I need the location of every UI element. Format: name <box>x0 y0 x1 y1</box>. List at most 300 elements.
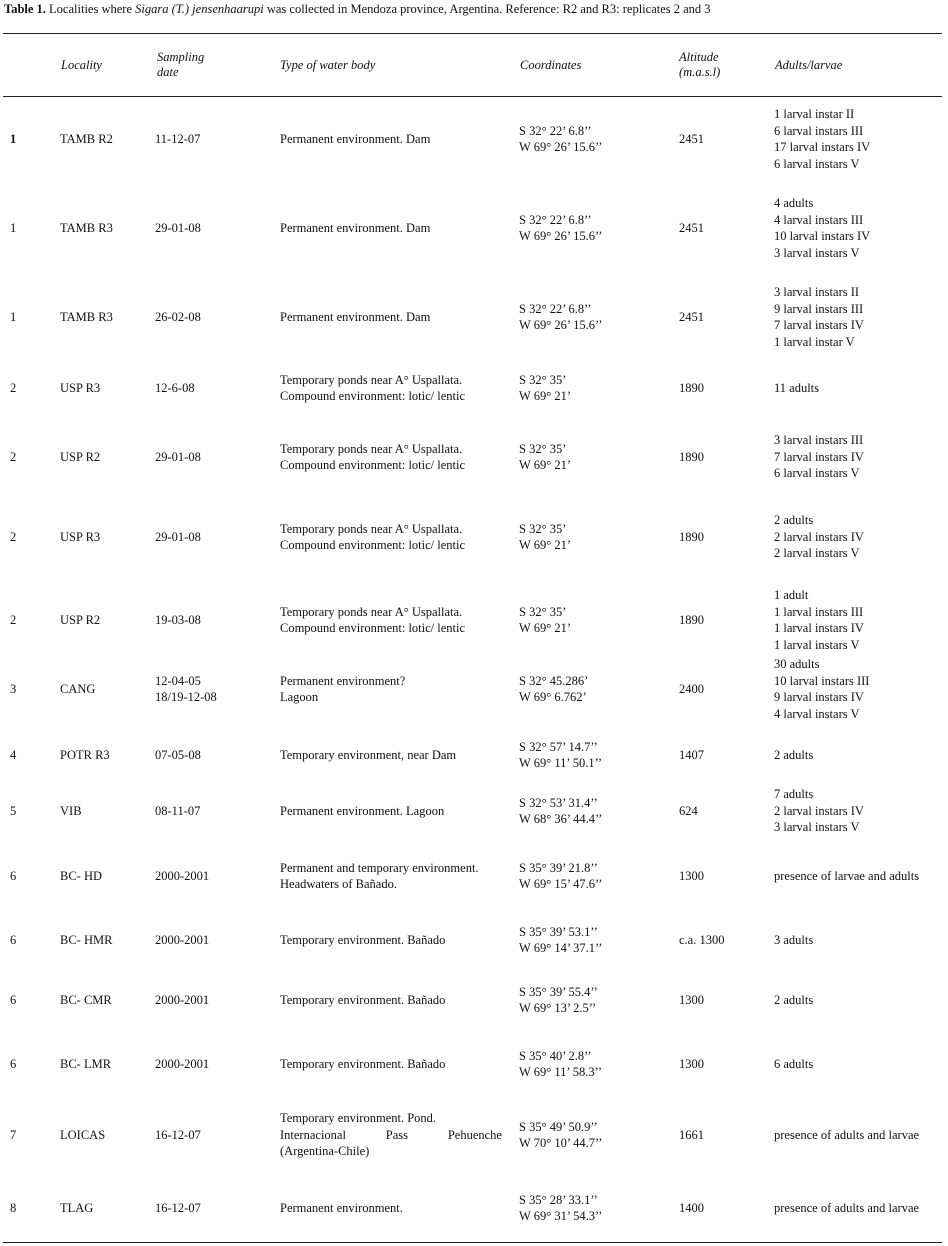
cell-number-text: 6 <box>10 1056 17 1071</box>
table-row <box>0 507 948 567</box>
cell-coordinates-line: S 32° 45.286’ <box>519 673 589 688</box>
cell-number-text: 2 <box>10 449 17 464</box>
cell-adults-larvae-line: presence of adults and larvae <box>774 1127 920 1142</box>
cell-number <box>10 851 50 901</box>
cell-sampling-date <box>155 1042 275 1086</box>
cell-locality <box>60 1186 150 1230</box>
cell-number-text: 5 <box>10 803 17 818</box>
cell-number-text: 2 <box>10 529 17 544</box>
cell-adults-larvae <box>774 104 944 174</box>
cell-altitude <box>679 786 769 836</box>
cell-sampling-date-line: 07-05-08 <box>155 747 201 762</box>
cell-adults-larvae-line: 2 adults <box>774 992 814 1007</box>
caption-species: Sigara (T.) jensenhaarupi <box>135 2 264 16</box>
cell-sampling-date-line: 2000-2001 <box>155 1056 210 1071</box>
cell-coordinates-line: S 35° 40’ 2.8’’ <box>519 1048 592 1063</box>
cell-sampling-date <box>155 585 275 655</box>
table-caption <box>4 1 711 17</box>
cell-adults-larvae <box>774 193 944 263</box>
cell-sampling-date-line: 12-6-08 <box>155 380 195 395</box>
cell-sampling-date <box>155 1186 275 1230</box>
cell-coordinates-line: S 32° 22’ 6.8’’ <box>519 212 592 227</box>
header-sampling-date: Sampling date <box>157 50 205 79</box>
cell-altitude <box>679 427 769 487</box>
cell-water-body-line: Permanent environment? <box>280 673 406 688</box>
cell-number-text: 2 <box>10 612 17 627</box>
cell-adults-larvae-line: 1 larval instar V <box>774 334 855 349</box>
cell-altitude <box>679 735 769 775</box>
cell-water-body-line: Permanent environment. <box>280 1200 403 1215</box>
cell-number <box>10 918 50 962</box>
cell-sampling-date <box>155 978 275 1022</box>
cell-water-body-line: Permanent and temporary environment. <box>280 860 479 875</box>
cell-adults-larvae-line: 3 larval instars V <box>774 245 860 260</box>
cell-number <box>10 363 50 413</box>
cell-sampling-date-line: 16-12-07 <box>155 1127 201 1142</box>
table-row <box>0 363 948 413</box>
cell-number-text: 1 <box>10 309 17 324</box>
cell-adults-larvae <box>774 786 944 836</box>
cell-water-body <box>280 978 505 1022</box>
cell-coordinates-line: S 35° 39’ 55.4’’ <box>519 984 598 999</box>
cell-number-text: 3 <box>10 681 17 696</box>
cell-locality <box>60 585 150 655</box>
cell-adults-larvae-line: 3 adults <box>774 932 814 947</box>
cell-sampling-date <box>155 735 275 775</box>
cell-number <box>10 1105 50 1165</box>
cell-adults-larvae <box>774 735 944 775</box>
cell-adults-larvae-line: 1 larval instars III <box>774 604 864 619</box>
cell-sampling-date <box>155 851 275 901</box>
cell-coordinates <box>519 282 669 352</box>
cell-adults-larvae-line: 9 larval instars IV <box>774 690 864 704</box>
cell-adults-larvae <box>774 507 944 567</box>
cell-coordinates-line: S 35° 28’ 33.1’’ <box>519 1192 598 1207</box>
cell-adults-larvae-line: 30 adults <box>774 657 820 671</box>
cell-water-body-line: Temporary ponds near A° Uspallata. <box>280 521 463 536</box>
cell-water-body <box>280 735 505 775</box>
cell-locality-text: VIB <box>60 803 82 818</box>
cell-coordinates <box>519 851 669 901</box>
cell-coordinates-line: W 69° 11’ 50.1’’ <box>519 756 602 770</box>
cell-coordinates-line: W 69° 21’ <box>519 389 571 403</box>
cell-water-body <box>280 918 505 962</box>
cell-locality <box>60 282 150 352</box>
cell-number-text: 2 <box>10 380 17 395</box>
cell-water-body-line: Temporary environment. Pond. <box>280 1111 437 1126</box>
cell-sampling-date <box>155 193 275 263</box>
cell-locality <box>60 658 150 720</box>
cell-adults-larvae-line: 7 adults <box>774 787 814 802</box>
cell-coordinates-line: S 32° 35’ <box>519 441 567 456</box>
cell-locality-text: BC- HD <box>60 868 103 883</box>
cell-coordinates-line: S 32° 22’ 6.8’’ <box>519 123 592 138</box>
cell-coordinates <box>519 735 669 775</box>
cell-water-body-line: Compound environment: lotic/ lentic <box>280 621 466 635</box>
cell-water-body <box>280 658 505 720</box>
cell-number <box>10 507 50 567</box>
cell-sampling-date <box>155 507 275 567</box>
cell-locality <box>60 427 150 487</box>
cell-sampling-date <box>155 104 275 174</box>
cell-adults-larvae-line: 6 larval instars V <box>774 156 860 171</box>
cell-locality-text: BC- LMR <box>60 1056 112 1071</box>
header-adults-larvae: Adults/larvae <box>775 58 843 72</box>
cell-number <box>10 978 50 1022</box>
cell-altitude-text: 624 <box>679 803 698 818</box>
cell-number <box>10 282 50 352</box>
cell-water-body-line: Compound environment: lotic/ lentic <box>280 389 466 403</box>
table-row <box>0 735 948 775</box>
cell-adults-larvae-line: 11 adults <box>774 380 820 395</box>
cell-water-body-line: Temporary environment. Bañado <box>280 1056 446 1071</box>
table-row <box>0 851 948 901</box>
cell-altitude-text: 2451 <box>679 220 704 235</box>
cell-locality-text: TAMB R3 <box>60 309 113 324</box>
cell-locality-text: TAMB R3 <box>60 220 113 235</box>
cell-adults-larvae-line: 1 larval instars IV <box>774 621 864 635</box>
cell-locality-text: POTR R3 <box>60 747 110 762</box>
cell-coordinates-line: W 69° 26’ 15.6’’ <box>519 140 603 154</box>
cell-coordinates-line: W 69° 21’ <box>519 458 571 472</box>
header-altitude: Altitude (m.a.s.l) <box>679 50 721 79</box>
cell-sampling-date <box>155 427 275 487</box>
cell-water-body-line: Temporary ponds near A° Uspallata. <box>280 604 463 619</box>
cell-altitude-text: 1890 <box>679 449 704 464</box>
cell-altitude-text: 1890 <box>679 529 704 544</box>
cell-water-body <box>280 786 505 836</box>
cell-water-body-line: Temporary ponds near A° Uspallata. <box>280 441 463 456</box>
cell-locality-text: TAMB R2 <box>60 131 113 146</box>
cell-adults-larvae-line: 3 larval instars V <box>774 820 860 835</box>
cell-coordinates-line: W 69° 21’ <box>519 538 571 552</box>
cell-water-body-line: Temporary environment. Bañado <box>280 932 446 947</box>
cell-water-body-line: Temporary ponds near A° Uspallata. <box>280 372 463 387</box>
caption-text-before: Localities where <box>45 2 136 16</box>
cell-number <box>10 658 50 720</box>
cell-water-body <box>280 1105 505 1165</box>
table-row <box>0 427 948 487</box>
cell-adults-larvae-line: 1 larval instars V <box>774 637 860 652</box>
cell-coordinates <box>519 786 669 836</box>
cell-water-body-line: Temporary environment. Bañado <box>280 992 446 1007</box>
cell-locality-text: BC- CMR <box>60 992 112 1007</box>
cell-number-text: 1 <box>10 131 17 146</box>
cell-locality <box>60 918 150 962</box>
cell-adults-larvae <box>774 1042 944 1086</box>
cell-locality <box>60 1105 150 1165</box>
cell-altitude <box>679 1105 769 1165</box>
cell-sampling-date-line: 29-01-08 <box>155 449 201 464</box>
cell-adults-larvae-line: 3 larval instars III <box>774 433 864 448</box>
cell-coordinates-line: W 69° 15’ 47.6’’ <box>519 877 603 891</box>
cell-coordinates-line: S 32° 57’ 14.7’’ <box>519 739 598 754</box>
cell-water-body <box>280 193 505 263</box>
cell-coordinates <box>519 104 669 174</box>
cell-locality <box>60 507 150 567</box>
cell-coordinates-line: W 70° 10’ 44.7’’ <box>519 1136 603 1150</box>
cell-locality-text: TLAG <box>60 1200 94 1215</box>
cell-altitude-text: 1407 <box>679 747 704 762</box>
cell-coordinates-line: S 35° 49’ 50.9’’ <box>519 1119 598 1134</box>
cell-sampling-date-line: 16-12-07 <box>155 1200 201 1215</box>
cell-altitude <box>679 282 769 352</box>
cell-coordinates <box>519 585 669 655</box>
cell-number-text: 1 <box>10 220 17 235</box>
cell-locality-text: USP R3 <box>60 529 101 544</box>
cell-locality <box>60 104 150 174</box>
table-row <box>0 585 948 655</box>
cell-adults-larvae-line: presence of adults and larvae <box>774 1200 920 1215</box>
cell-coordinates-line: S 32° 35’ <box>519 604 567 619</box>
cell-adults-larvae <box>774 658 944 720</box>
cell-adults-larvae <box>774 851 944 901</box>
cell-adults-larvae-line: 7 larval instars IV <box>774 318 864 332</box>
cell-number-text: 6 <box>10 992 17 1007</box>
cell-water-body-line: Permanent environment. Dam <box>280 131 431 146</box>
cell-coordinates-line: W 68° 36’ 44.4’’ <box>519 812 603 826</box>
caption-label: Table 1. <box>4 2 46 16</box>
cell-coordinates-line: S 32° 53’ 31.4’’ <box>519 795 598 810</box>
cell-adults-larvae-line: 6 adults <box>774 1056 814 1071</box>
cell-sampling-date-line: 11-12-07 <box>155 131 201 146</box>
cell-altitude <box>679 1042 769 1086</box>
cell-water-body <box>280 427 505 487</box>
cell-coordinates-line: W 69° 31’ 54.3’’ <box>519 1209 603 1223</box>
header-water-body: Type of water body <box>280 58 376 72</box>
cell-sampling-date <box>155 918 275 962</box>
cell-altitude <box>679 104 769 174</box>
cell-water-body <box>280 507 505 567</box>
cell-adults-larvae-line: 2 larval instars IV <box>774 803 864 818</box>
cell-coordinates <box>519 658 669 720</box>
cell-locality-text: USP R2 <box>60 449 101 464</box>
caption-text-after: was collected in Mendoza province, Argentina. Reference: R2 and R3: replicates 2 and 3 <box>263 2 711 16</box>
cell-sampling-date-line: 08-11-07 <box>155 803 201 818</box>
cell-adults-larvae-line: 9 larval instars III <box>774 301 864 316</box>
cell-sampling-date-line: 12-04-05 <box>155 673 201 688</box>
header-bottom-rule <box>3 96 942 97</box>
cell-water-body-line: Lagoon <box>280 690 319 704</box>
table-row <box>0 978 948 1022</box>
cell-number-text: 4 <box>10 747 17 762</box>
cell-adults-larvae <box>774 282 944 352</box>
cell-coordinates-line: S 32° 35’ <box>519 521 567 536</box>
cell-coordinates <box>519 363 669 413</box>
cell-sampling-date <box>155 1105 275 1165</box>
cell-coordinates <box>519 193 669 263</box>
cell-adults-larvae <box>774 918 944 962</box>
cell-number-text: 8 <box>10 1200 17 1215</box>
cell-adults-larvae-line: 1 adult <box>774 588 809 602</box>
table-row <box>0 282 948 352</box>
cell-coordinates-line: S 32° 22’ 6.8’’ <box>519 301 592 316</box>
cell-altitude-text: 2451 <box>679 131 704 146</box>
cell-sampling-date-line: 2000-2001 <box>155 868 210 883</box>
cell-altitude-text: 1890 <box>679 612 704 627</box>
cell-adults-larvae-line: 4 adults <box>774 196 814 210</box>
cell-coordinates-line: S 32° 35’ <box>519 372 567 387</box>
cell-number <box>10 1186 50 1230</box>
cell-adults-larvae-line: 10 larval instars III <box>774 673 870 688</box>
cell-number <box>10 104 50 174</box>
cell-coordinates <box>519 918 669 962</box>
cell-water-body-line: Compound environment: lotic/ lentic <box>280 538 466 552</box>
cell-coordinates <box>519 978 669 1022</box>
table-row <box>0 104 948 174</box>
cell-altitude <box>679 585 769 655</box>
cell-water-body <box>280 282 505 352</box>
cell-sampling-date <box>155 363 275 413</box>
cell-number-text: 6 <box>10 932 17 947</box>
cell-locality <box>60 363 150 413</box>
cell-locality-text: USP R3 <box>60 380 101 395</box>
table-row <box>0 1042 948 1086</box>
cell-number <box>10 427 50 487</box>
cell-coordinates-line: S 35° 39’ 21.8’’ <box>519 860 598 875</box>
cell-water-body-line: Temporary environment, near Dam <box>280 747 457 762</box>
header-locality: Locality <box>61 58 102 72</box>
cell-coordinates-line: W 69° 26’ 15.6’’ <box>519 318 603 332</box>
cell-number <box>10 193 50 263</box>
cell-sampling-date <box>155 658 275 720</box>
cell-locality-text: USP R2 <box>60 612 101 627</box>
cell-adults-larvae <box>774 1105 944 1165</box>
cell-altitude <box>679 507 769 567</box>
cell-altitude-text: 2451 <box>679 309 704 324</box>
cell-locality-text: CANG <box>60 681 96 696</box>
cell-locality <box>60 193 150 263</box>
cell-sampling-date-line: 18/19-12-08 <box>155 690 217 704</box>
cell-sampling-date-line: 2000-2001 <box>155 992 210 1007</box>
cell-water-body-line: Headwaters of Bañado. <box>280 877 397 891</box>
cell-locality <box>60 1042 150 1086</box>
cell-coordinates <box>519 1186 669 1230</box>
cell-number-text: 7 <box>10 1127 17 1142</box>
cell-altitude-text: 1300 <box>679 868 704 883</box>
cell-altitude-text: 2400 <box>679 681 704 696</box>
cell-adults-larvae-line: 7 larval instars IV <box>774 449 864 464</box>
cell-locality <box>60 786 150 836</box>
cell-water-body <box>280 104 505 174</box>
cell-sampling-date-line: 29-01-08 <box>155 220 201 235</box>
table-bottom-rule <box>3 1242 942 1243</box>
table-row <box>0 193 948 263</box>
cell-adults-larvae <box>774 978 944 1022</box>
cell-altitude-text: 1300 <box>679 992 704 1007</box>
cell-water-body <box>280 585 505 655</box>
cell-locality <box>60 978 150 1022</box>
cell-locality <box>60 735 150 775</box>
cell-adults-larvae-line: 2 larval instars V <box>774 546 860 561</box>
cell-adults-larvae-line: 2 larval instars IV <box>774 529 864 544</box>
cell-altitude-text: 1890 <box>679 380 704 395</box>
cell-altitude <box>679 918 769 962</box>
cell-sampling-date-line: 19-03-08 <box>155 612 201 627</box>
table-row <box>0 918 948 962</box>
cell-water-body-line: Permanent environment. Dam <box>280 220 431 235</box>
cell-water-body-line: Internacional Pass Pehuenche <box>280 1127 502 1142</box>
cell-number <box>10 1042 50 1086</box>
cell-coordinates <box>519 507 669 567</box>
cell-coordinates <box>519 427 669 487</box>
cell-adults-larvae-line: presence of larvae and adults <box>774 868 920 883</box>
cell-sampling-date <box>155 786 275 836</box>
cell-coordinates-line: W 69° 11’ 58.3’’ <box>519 1065 602 1079</box>
cell-water-body-line: Permanent environment. Dam <box>280 309 431 324</box>
cell-altitude <box>679 1186 769 1230</box>
table-row <box>0 786 948 836</box>
cell-water-body-line: Permanent environment. Lagoon <box>280 803 445 818</box>
cell-adults-larvae-line: 6 larval instars V <box>774 466 860 481</box>
cell-altitude <box>679 658 769 720</box>
cell-water-body <box>280 851 505 901</box>
cell-adults-larvae-line: 4 larval instars V <box>774 706 860 721</box>
cell-adults-larvae-line: 3 larval instars II <box>774 285 860 299</box>
cell-adults-larvae-line: 1 larval instar II <box>774 107 855 121</box>
cell-coordinates-line: W 69° 6.762’ <box>519 690 587 704</box>
cell-altitude-text: 1661 <box>679 1127 704 1142</box>
cell-coordinates-line: S 35° 39’ 53.1’’ <box>519 924 598 939</box>
cell-water-body-line: Compound environment: lotic/ lentic <box>280 458 466 472</box>
cell-locality <box>60 851 150 901</box>
cell-altitude <box>679 851 769 901</box>
cell-water-body <box>280 1042 505 1086</box>
cell-coordinates-line: W 69° 13’ 2.5’’ <box>519 1001 597 1015</box>
cell-adults-larvae-line: 4 larval instars III <box>774 212 864 227</box>
cell-adults-larvae-line: 2 adults <box>774 513 814 528</box>
cell-sampling-date-line: 26-02-08 <box>155 309 201 324</box>
cell-number <box>10 735 50 775</box>
cell-adults-larvae-line: 6 larval instars III <box>774 123 864 138</box>
cell-locality-text: BC- HMR <box>60 932 113 947</box>
cell-coordinates <box>519 1105 669 1165</box>
table-row <box>0 658 948 720</box>
cell-altitude <box>679 978 769 1022</box>
cell-number <box>10 786 50 836</box>
cell-water-body <box>280 1186 505 1230</box>
cell-coordinates <box>519 1042 669 1086</box>
cell-adults-larvae <box>774 1186 944 1230</box>
cell-sampling-date <box>155 282 275 352</box>
cell-adults-larvae-line: 17 larval instars IV <box>774 140 871 154</box>
cell-adults-larvae <box>774 585 944 655</box>
cell-number <box>10 585 50 655</box>
cell-adults-larvae-line: 10 larval instars IV <box>774 229 871 243</box>
cell-altitude <box>679 193 769 263</box>
cell-altitude <box>679 363 769 413</box>
cell-water-body <box>280 363 505 413</box>
cell-water-body-line: (Argentina-Chile) <box>280 1144 370 1159</box>
table-row <box>0 1186 948 1230</box>
cell-adults-larvae-line: 2 adults <box>774 747 814 762</box>
cell-locality-text: LOICAS <box>60 1127 106 1142</box>
cell-coordinates-line: W 69° 21’ <box>519 621 571 635</box>
table-row <box>0 1105 948 1165</box>
cell-adults-larvae <box>774 427 944 487</box>
cell-number-text: 6 <box>10 868 17 883</box>
cell-sampling-date-line: 2000-2001 <box>155 932 210 947</box>
table-top-rule <box>3 33 942 34</box>
cell-altitude-text: c.a. 1300 <box>679 932 725 947</box>
cell-sampling-date-line: 29-01-08 <box>155 529 201 544</box>
cell-altitude-text: 1400 <box>679 1200 704 1215</box>
cell-altitude-text: 1300 <box>679 1056 704 1071</box>
cell-coordinates-line: W 69° 26’ 15.6’’ <box>519 229 603 243</box>
cell-coordinates-line: W 69° 14’ 37.1’’ <box>519 941 603 955</box>
header-coordinates: Coordinates <box>520 58 582 72</box>
cell-adults-larvae <box>774 363 944 413</box>
